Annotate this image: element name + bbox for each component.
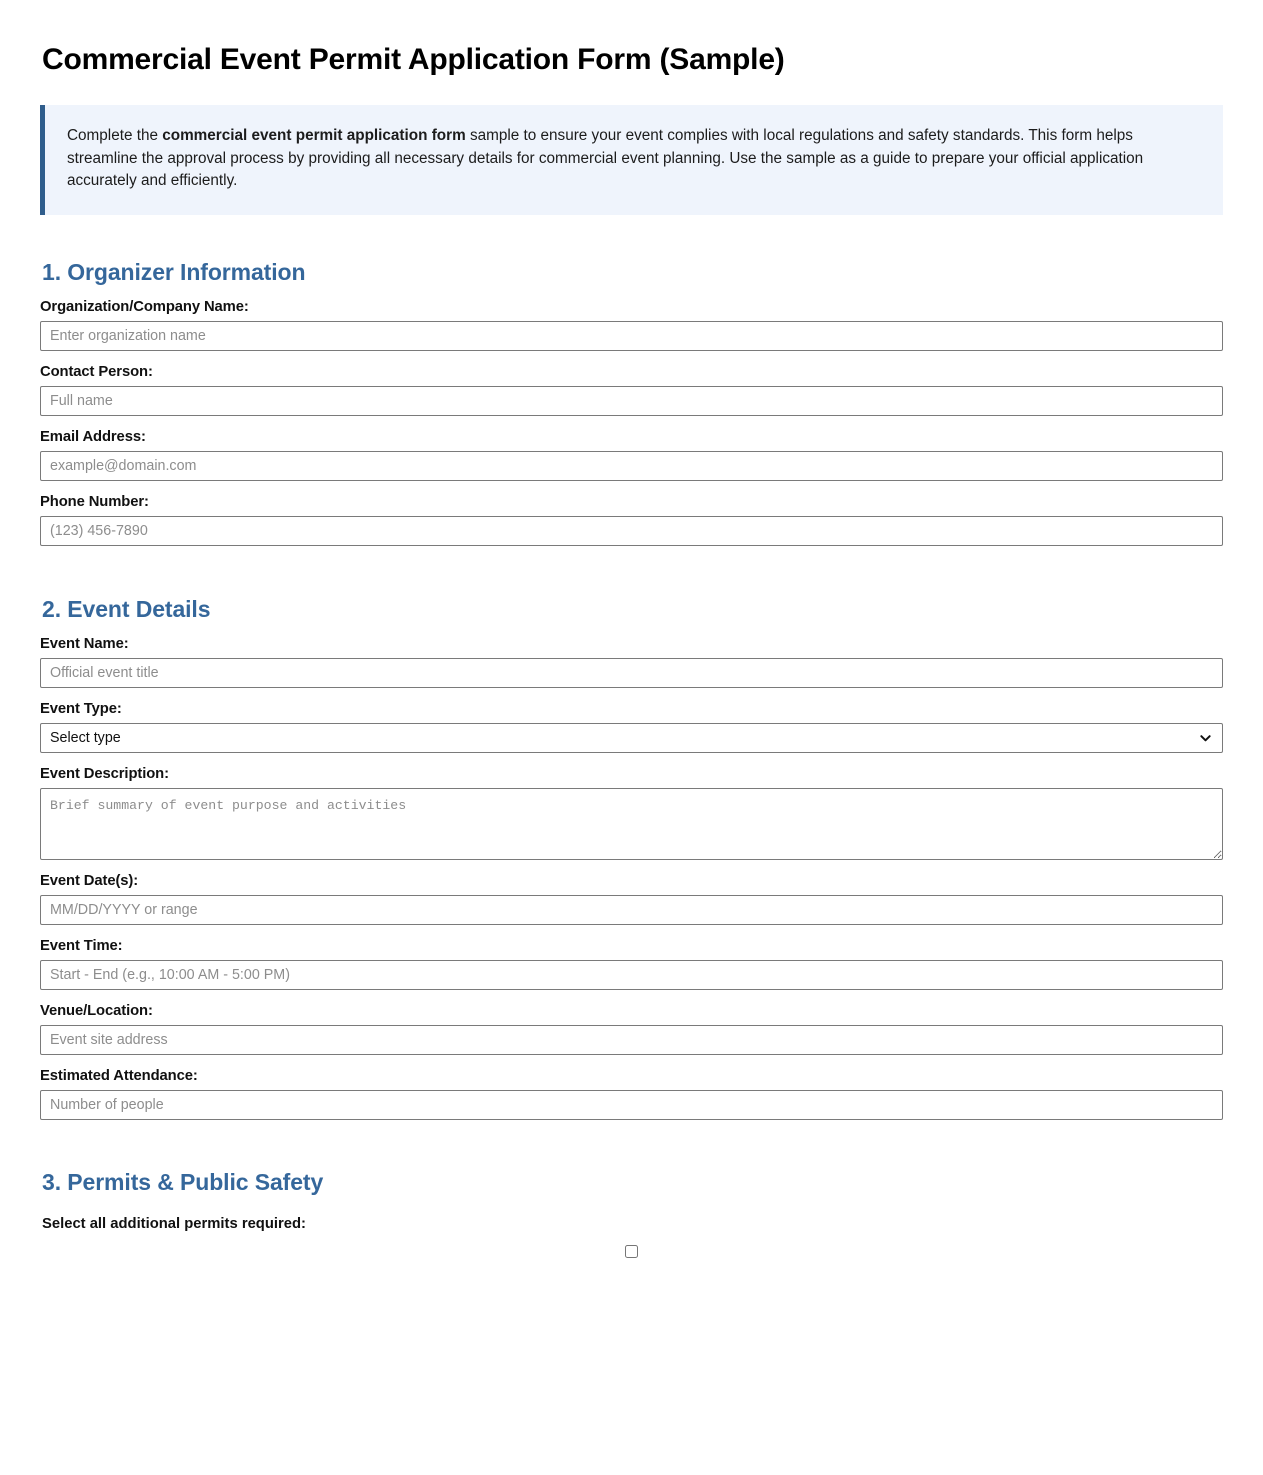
label-select-additional-permits: Select all additional permits required:	[42, 1215, 306, 1232]
checkbox-additional-permit[interactable]	[625, 1245, 638, 1258]
label-phone-number: Phone Number:	[40, 493, 149, 510]
field-organization-name	[40, 299, 1223, 351]
field-event-name	[40, 636, 1223, 688]
input-event-dates[interactable]	[40, 895, 1223, 925]
permits-checkbox-row	[40, 1245, 1223, 1258]
input-email-address[interactable]	[40, 451, 1223, 481]
field-event-dates	[40, 873, 1223, 925]
input-contact-person[interactable]	[40, 386, 1223, 416]
section-heading-organizer-information: 1. Organizer Information	[42, 258, 306, 285]
field-venue-location	[40, 1003, 1223, 1055]
input-event-time[interactable]	[40, 960, 1223, 990]
field-event-description	[40, 766, 1223, 860]
input-venue-location[interactable]	[40, 1025, 1223, 1055]
label-event-description: Event Description:	[40, 765, 169, 782]
field-event-type	[40, 701, 1223, 753]
intro-text-before: Complete the	[67, 127, 163, 144]
select-event-type[interactable]	[40, 723, 1223, 753]
field-email-address	[40, 429, 1223, 481]
page-title: Commercial Event Permit Application Form (Sample)	[42, 43, 785, 76]
label-organization-name: Organization/Company Name:	[40, 298, 249, 315]
input-estimated-attendance[interactable]	[40, 1090, 1223, 1120]
label-email-address: Email Address:	[40, 428, 146, 445]
input-event-name[interactable]	[40, 658, 1223, 688]
textarea-event-description[interactable]	[40, 788, 1223, 860]
section-heading-event-details: 2. Event Details	[42, 595, 211, 622]
label-contact-person: Contact Person:	[40, 363, 153, 380]
label-estimated-attendance: Estimated Attendance:	[40, 1067, 198, 1084]
input-organization-name[interactable]	[40, 321, 1223, 351]
label-venue-location: Venue/Location:	[40, 1002, 153, 1019]
intro-callout	[40, 105, 1223, 215]
intro-callout-text	[67, 125, 1201, 193]
field-contact-person	[40, 364, 1223, 416]
event-type-select-wrap	[40, 723, 1223, 753]
label-event-dates: Event Date(s):	[40, 872, 139, 889]
intro-text-bold: commercial event permit application form	[162, 127, 466, 144]
field-event-time	[40, 938, 1223, 990]
label-event-name: Event Name:	[40, 635, 129, 652]
label-event-time: Event Time:	[40, 937, 123, 954]
input-phone-number[interactable]	[40, 516, 1223, 546]
section-heading-permits-public-safety: 3. Permits & Public Safety	[42, 1168, 324, 1195]
intro-text-after: sample to ensure your event complies with local regulations and safety standards. This form helps streamline the approval process by providing all necessary details for commercial event planning. Use the sample as a guide to prepare your official application accurately and efficiently.	[67, 127, 1144, 190]
label-event-type: Event Type:	[40, 700, 122, 717]
field-estimated-attendance	[40, 1068, 1223, 1120]
field-phone-number	[40, 494, 1223, 546]
